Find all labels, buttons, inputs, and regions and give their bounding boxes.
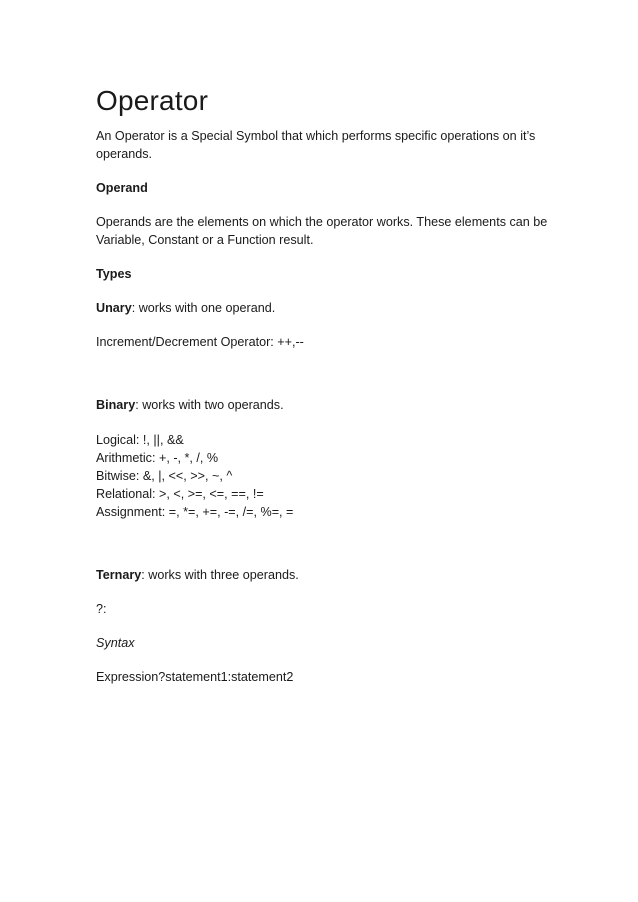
binary-relational: Relational: >, <, >=, <=, ==, != xyxy=(96,487,264,501)
binary-assignment: Assignment: =, *=, +=, -=, /=, %=, = xyxy=(96,505,294,519)
ternary-desc: : works with three operands. xyxy=(141,568,299,582)
unary-desc: : works with one operand. xyxy=(131,301,276,315)
binary-line xyxy=(96,396,556,414)
unary-operators: Increment/Decrement Operator: ++,-- xyxy=(96,335,304,349)
ternary-symbol: ?: xyxy=(96,602,107,616)
ternary-line xyxy=(96,566,556,584)
ternary-label: Ternary xyxy=(96,568,142,582)
binary-bitwise: Bitwise: &, |, <<, >>, ~, ^ xyxy=(96,469,233,483)
binary-label: Binary xyxy=(96,398,136,412)
page-title: Operator xyxy=(96,85,209,116)
intro-paragraph: An Operator is a Special Symbol that which performs specific operations on it’s operands. xyxy=(96,129,536,161)
operand-heading: Operand xyxy=(96,181,148,195)
binary-logical: Logical: !, ||, && xyxy=(96,433,184,447)
operand-paragraph: Operands are the elements on which the operator works. These elements can be Variable, Constant or a Function result. xyxy=(96,215,548,247)
syntax-expression: Expression?statement1:statement2 xyxy=(96,670,294,684)
binary-desc: : works with two operands. xyxy=(135,398,284,412)
unary-line xyxy=(96,299,556,317)
syntax-label: Syntax xyxy=(96,636,135,650)
document-page xyxy=(96,84,556,686)
unary-label: Unary xyxy=(96,301,132,315)
types-heading: Types xyxy=(96,267,132,281)
binary-arithmetic: Arithmetic: +, -, *, /, % xyxy=(96,451,219,465)
